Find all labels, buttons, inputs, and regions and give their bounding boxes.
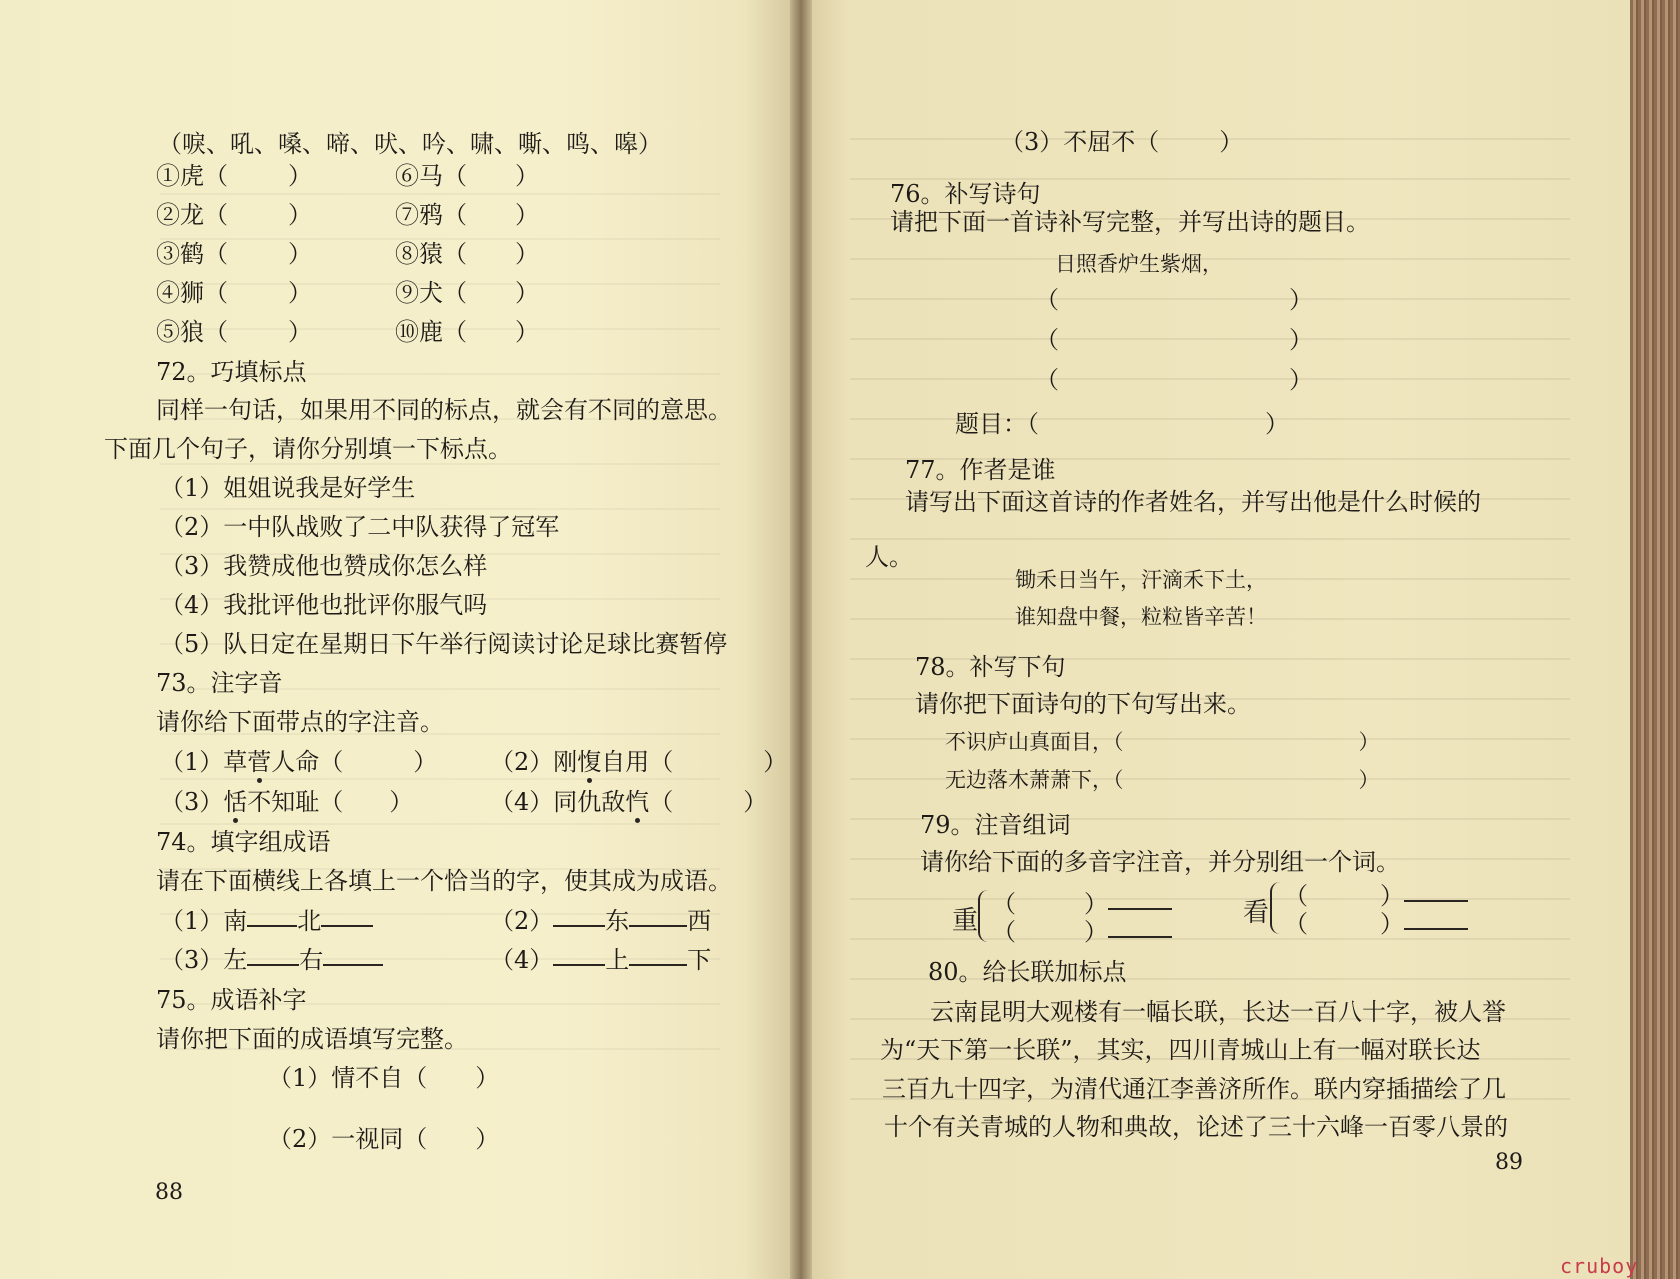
q71-char-options: （唳、吼、嗓、啼、吠、吟、啸、嘶、鸣、嗥） [158, 130, 662, 158]
q79-open: （ [992, 918, 1016, 946]
q71-label: ⑩鹿（ [395, 318, 467, 346]
q72-title: 72。巧填标点 [156, 358, 307, 386]
q74-title: 74。填字组成语 [156, 828, 331, 856]
q80-title: 80。给长联加标点 [928, 958, 1127, 986]
q75-text: （1）情不自（ [268, 1064, 428, 1092]
q79-entry [1284, 912, 1468, 936]
q74-item-1 [160, 909, 373, 933]
q74-text: 北 [297, 907, 322, 935]
q76-title-line [955, 412, 1289, 436]
q73-close: ） [389, 788, 414, 816]
q71-label: ③鹤（ [156, 240, 228, 268]
q71-label: ⑤狼（ [156, 318, 228, 346]
q71-item-left [156, 320, 312, 344]
q79-char-zhong: 重 [952, 906, 979, 936]
q79-entry [1284, 884, 1468, 908]
q76-blank-line [1035, 328, 1313, 352]
q71-item-right [395, 281, 539, 305]
watermark: cruboy [1560, 1254, 1639, 1278]
q73-close: ） [413, 748, 438, 776]
q75-text: （2）一视同（ [268, 1125, 428, 1153]
q73-dotted-char: 忾 [625, 788, 650, 816]
q71-item-right [395, 242, 539, 266]
q73-text: （ [649, 788, 674, 816]
q71-close: ） [515, 279, 539, 307]
q79-blank [1404, 928, 1468, 930]
q74-text: （1）南 [160, 907, 248, 935]
q73-item-1 [160, 750, 437, 774]
book-spine [790, 0, 812, 1279]
q74-item-2 [490, 909, 711, 933]
q79-entry [992, 920, 1172, 944]
q80-para-line: 为“天下第一长联”，其实，四川青城山上有一幅对联长达 [880, 1036, 1481, 1064]
q79-title: 79。注音组词 [920, 811, 1071, 839]
q72-intro-line2: 下面几个句子，请你分别填一下标点。 [104, 435, 512, 463]
q78-title: 78。补写下句 [915, 653, 1066, 681]
q74-text: 上 [605, 946, 630, 974]
q74-blank [629, 925, 687, 927]
q75-text: （3）不屈不（ [1000, 128, 1160, 156]
page-number-right: 89 [1495, 1150, 1523, 1175]
q76-title: 76。补写诗句 [890, 180, 1041, 208]
q71-label: ⑥马（ [395, 162, 467, 190]
q71-label: ④狮（ [156, 279, 228, 307]
page-number-left: 88 [155, 1180, 183, 1205]
q74-text: （2） [490, 907, 554, 935]
page-edges [1630, 0, 1680, 1279]
q73-text: （2）刚 [490, 748, 578, 776]
q78-text: 无边落木萧萧下，（ [945, 768, 1124, 792]
q71-item-left [156, 203, 312, 227]
q74-text: 西 [687, 907, 712, 935]
q71-close: ） [288, 162, 312, 190]
q74-blank [553, 925, 605, 927]
q74-blank [247, 964, 299, 966]
q71-label: ②龙（ [156, 201, 228, 229]
q71-item-right [395, 164, 539, 188]
q74-text: 右 [299, 946, 324, 974]
q75-intro: 请你把下面的成语填写完整。 [156, 1025, 468, 1053]
q77-intro-line2: 人。 [865, 543, 913, 571]
q76-blank-line [1035, 288, 1313, 312]
q75-item-1 [268, 1066, 499, 1090]
q79-open: （ [992, 890, 1016, 918]
q73-text: （1）草 [160, 748, 248, 776]
q72-item: （1）姐姐说我是好学生 [160, 474, 416, 502]
q76-open: （ [1035, 286, 1059, 314]
q76-close: ） [1289, 366, 1313, 394]
q79-open: （ [1284, 882, 1308, 910]
q74-text: 下 [687, 946, 712, 974]
q75-item-2 [268, 1127, 499, 1151]
q71-close: ） [288, 279, 312, 307]
q77-title: 77。作者是谁 [905, 456, 1056, 484]
q76-close: ） [1289, 326, 1313, 354]
q73-text: （4）同仇敌 [490, 788, 626, 816]
q74-blank [553, 964, 605, 966]
q71-item-right [395, 203, 539, 227]
q74-item-3 [160, 948, 383, 972]
q78-close: ） [1358, 730, 1380, 754]
q76-intro: 请把下面一首诗补写完整，并写出诗的题目。 [890, 208, 1370, 236]
q71-label: ⑧猿（ [395, 240, 467, 268]
q71-close: ） [515, 162, 539, 190]
q79-blank [1404, 900, 1468, 902]
q76-close: ） [1289, 286, 1313, 314]
q74-item-4 [490, 948, 711, 972]
q73-dotted-char: 恬 [223, 788, 248, 816]
q74-blank [629, 964, 687, 966]
q74-text: （3）左 [160, 946, 248, 974]
q78-line-2 [945, 770, 1380, 791]
q74-blank [323, 964, 383, 966]
q80-para-line: 十个有关青城的人物和典故，论述了三十六峰一百零八景的 [884, 1113, 1508, 1141]
q73-item-2 [490, 750, 787, 774]
q75-close: ） [475, 1064, 500, 1092]
q72-item: （5）队日定在星期日下午举行阅读讨论足球比赛暂停 [160, 630, 728, 658]
q79-close: ） [1380, 910, 1404, 938]
bleed-through-texture [850, 100, 1570, 1103]
q71-close: ） [515, 240, 539, 268]
q76-poem-line-1: 日照香炉生紫烟， [1055, 252, 1223, 276]
q71-close: ） [288, 201, 312, 229]
q71-label: ①虎（ [156, 162, 228, 190]
q71-item-left [156, 164, 312, 188]
q79-char-kan: 看 [1243, 898, 1270, 928]
q71-item-left [156, 281, 312, 305]
q75-item-3 [1000, 130, 1243, 154]
q77-poem-line-2: 谁知盘中餐，粒粒皆辛苦！ [1015, 605, 1267, 629]
q79-close: ） [1380, 882, 1404, 910]
q74-text: （4） [490, 946, 554, 974]
q76-open: （ [1035, 366, 1059, 394]
q74-blank [247, 925, 297, 927]
q75-close: ） [475, 1125, 500, 1153]
q78-close: ） [1358, 768, 1380, 792]
q71-label: ⑦鸦（ [395, 201, 467, 229]
q72-item: （3）我赞成他也赞成你怎么样 [160, 552, 488, 580]
q76-title-label: 题目：（ [955, 410, 1039, 438]
q74-text: 东 [605, 907, 630, 935]
q78-intro: 请你把下面诗句的下句写出来。 [915, 690, 1251, 718]
q78-line-1 [945, 732, 1380, 753]
q71-item-left [156, 242, 312, 266]
q79-close: ） [1084, 918, 1108, 946]
q73-text: （3） [160, 788, 224, 816]
q73-intro: 请你给下面带点的字注音。 [156, 708, 444, 736]
q79-blank [1108, 936, 1172, 938]
q73-text: 人命（ [271, 748, 344, 776]
q72-item: （4）我批评他也批评你服气吗 [160, 591, 488, 619]
q71-close: ） [515, 201, 539, 229]
q76-blank-line [1035, 368, 1313, 392]
q73-title: 73。注字音 [156, 669, 283, 697]
q73-item-3 [160, 790, 413, 814]
q77-poem-line-1: 锄禾日当午，汗滴禾下土， [1015, 568, 1267, 592]
q72-item: （2）一中队战败了二中队获得了冠军 [160, 513, 560, 541]
q71-label: ⑨犬（ [395, 279, 467, 307]
q74-blank [321, 925, 373, 927]
q73-text: 自用（ [601, 748, 674, 776]
q78-text: 不识庐山真面目，（ [945, 730, 1124, 754]
q73-item-4 [490, 790, 767, 814]
q77-intro-line1: 请写出下面这首诗的作者姓名，并写出他是什么时候的 [905, 488, 1481, 516]
q76-close: ） [1265, 410, 1289, 438]
q74-intro: 请在下面横线上各填上一个恰当的字，使其成为成语。 [156, 867, 732, 895]
q80-para-line: 三百九十四字，为清代通江李善济所作。联内穿插描绘了几 [882, 1075, 1506, 1103]
q71-item-right [395, 320, 539, 344]
q73-dotted-char: 愎 [577, 748, 602, 776]
q79-intro: 请你给下面的多音字注音，并分别组一个词。 [920, 848, 1400, 876]
q75-title: 75。成语补字 [156, 986, 307, 1014]
q71-close: ） [515, 318, 539, 346]
q76-open: （ [1035, 326, 1059, 354]
q79-entry [992, 892, 1172, 916]
q73-text: 不知耻（ [247, 788, 344, 816]
q71-close: ） [288, 318, 312, 346]
q80-para-line: 云南昆明大观楼有一幅长联，长达一百八十字，被人誉 [930, 998, 1506, 1026]
q71-close: ） [288, 240, 312, 268]
q79-close: ） [1084, 890, 1108, 918]
q73-close: ） [763, 748, 788, 776]
q72-intro-line1: 同样一句话，如果用不同的标点，就会有不同的意思。 [156, 396, 732, 424]
q73-close: ） [743, 788, 768, 816]
q79-open: （ [1284, 910, 1308, 938]
q79-blank [1108, 908, 1172, 910]
q75-close: ） [1219, 128, 1244, 156]
q73-dotted-char: 菅 [247, 748, 272, 776]
